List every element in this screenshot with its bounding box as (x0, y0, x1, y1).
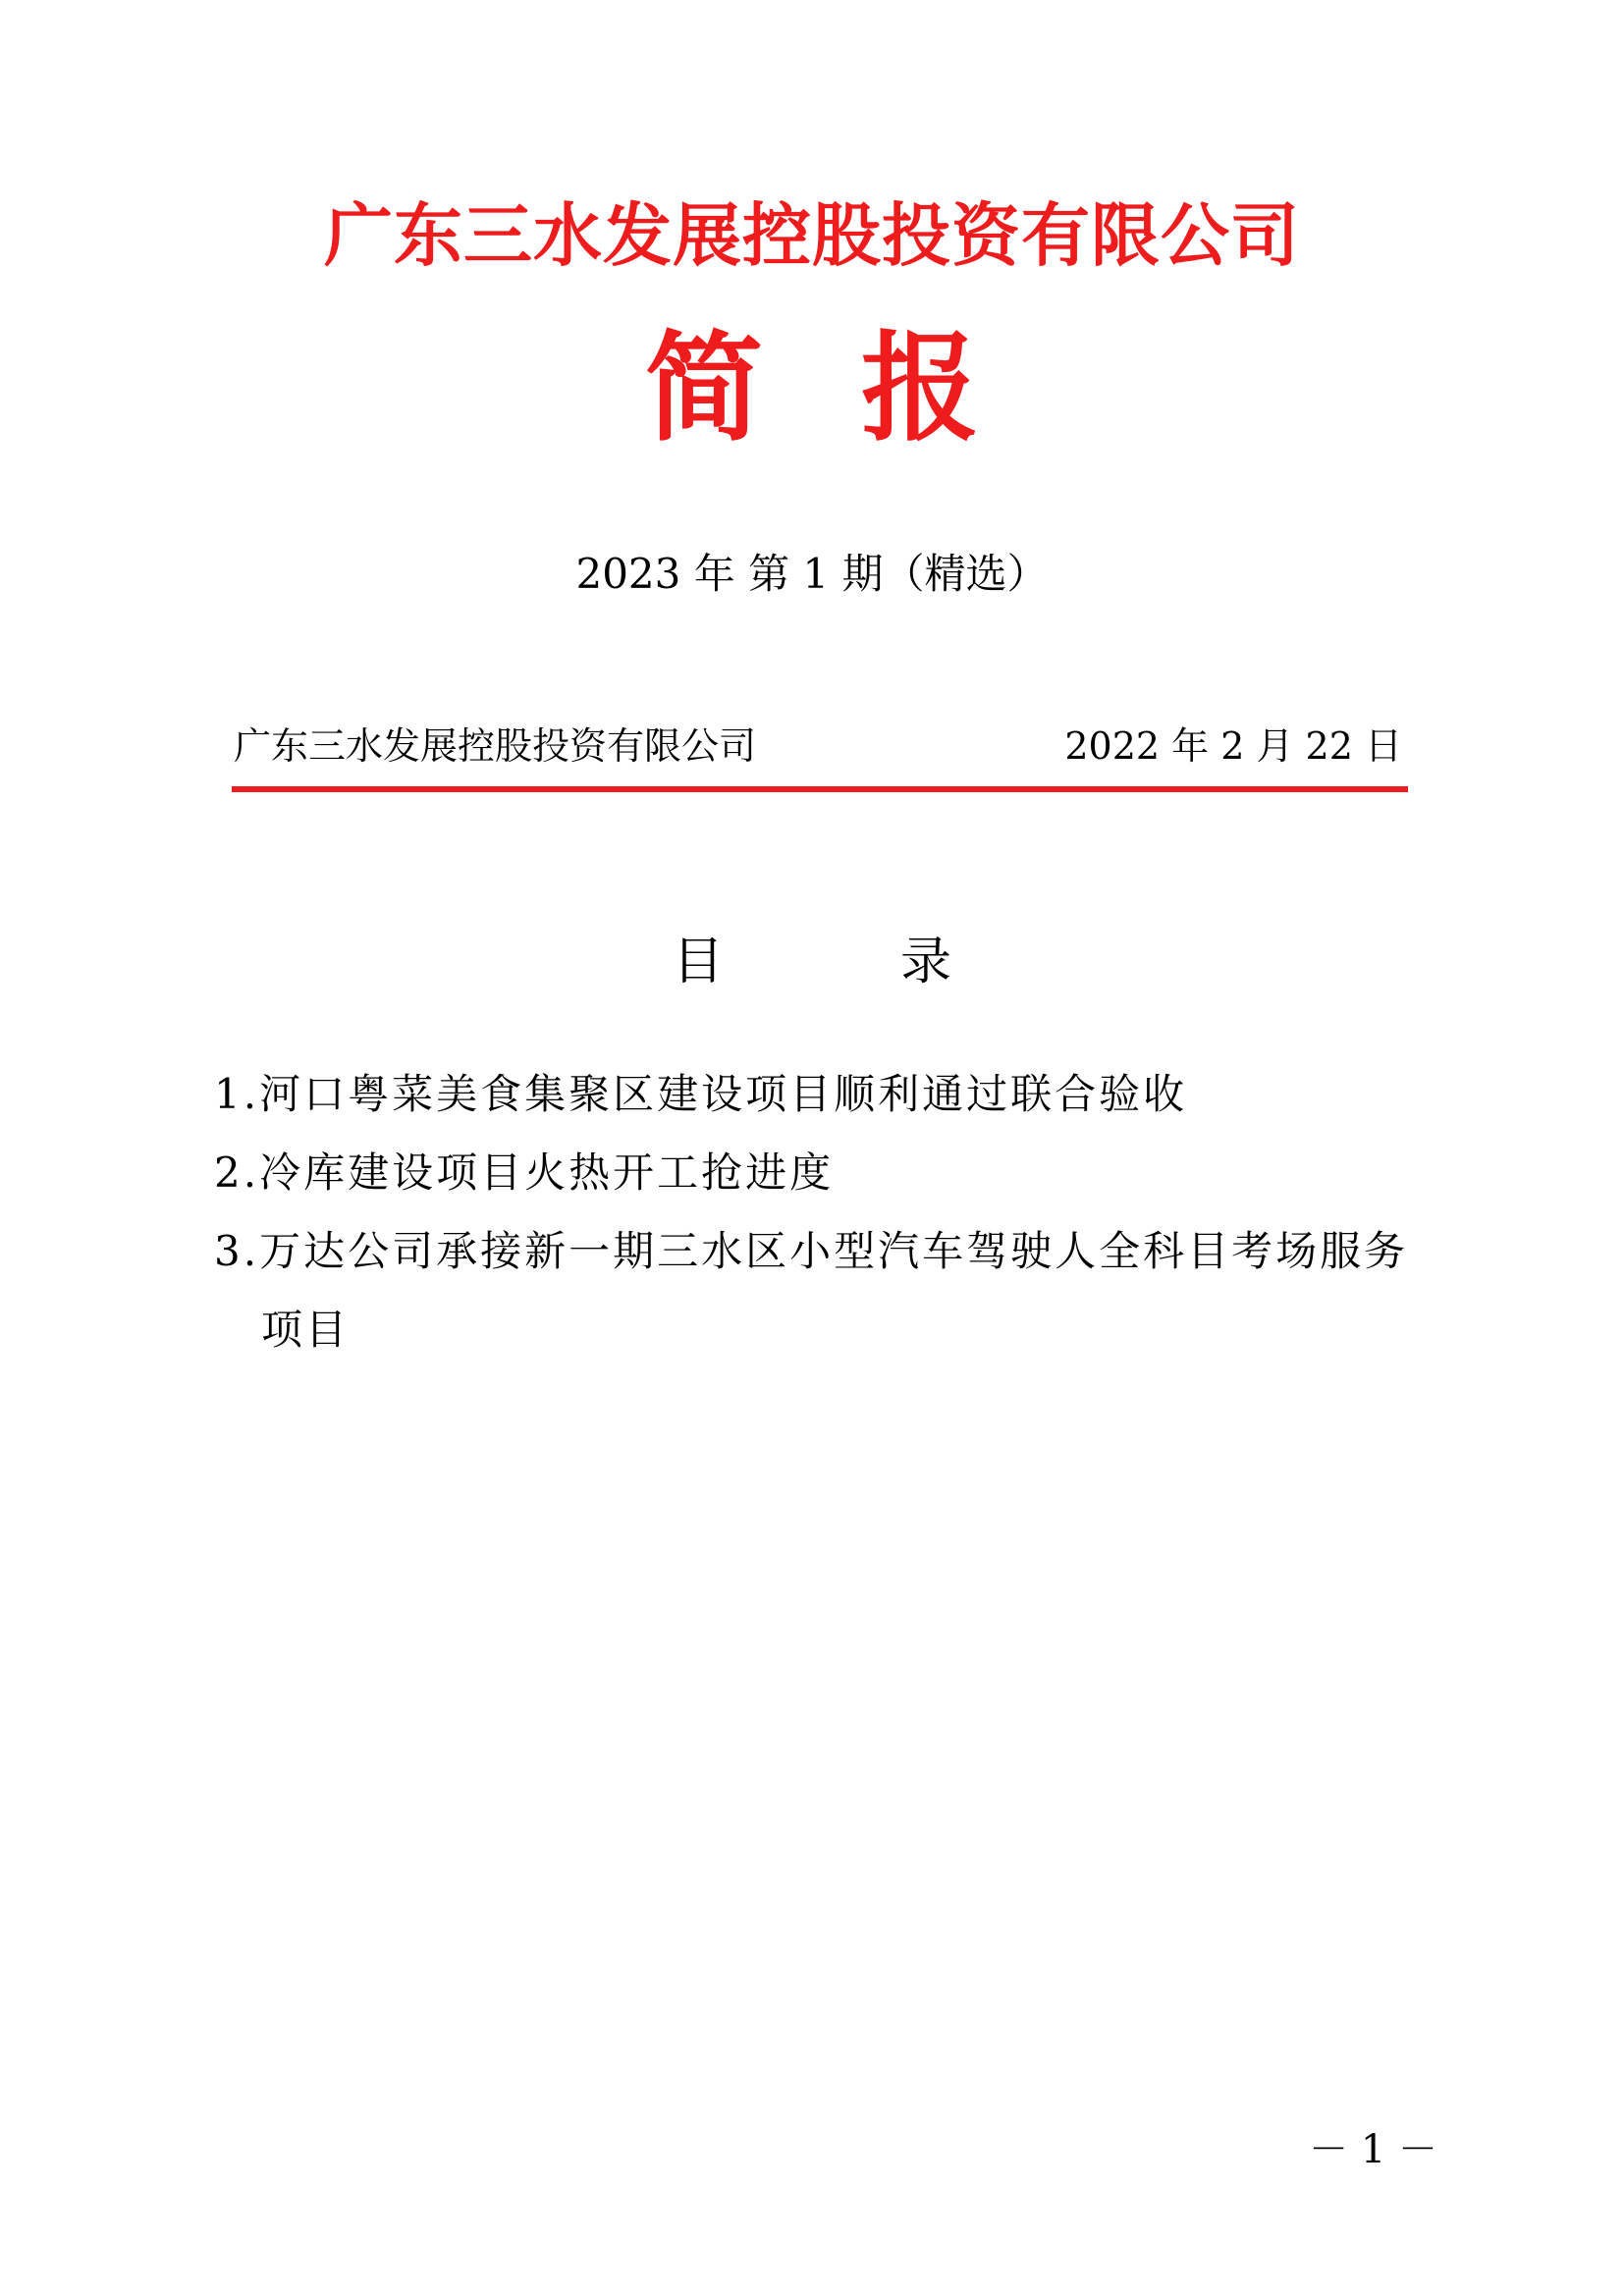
organization-title: 广东三水发展控股投资有限公司 (324, 195, 1300, 276)
toc-list (214, 1055, 1441, 1369)
red-divider-line (232, 786, 1408, 792)
toc-title: 目录 (672, 933, 1128, 991)
issue-date: 2022 年 2 月 22 日 (1064, 724, 1402, 768)
document-type-title: 简报 (645, 321, 1077, 457)
issue-number: 2023 年 第 1 期（精选） (575, 550, 1049, 598)
toc-item-1: 1.河口粤菜美食集聚区建设项目顺利通过联合验收 (214, 1070, 1188, 1118)
issuer-name: 广东三水发展控股投资有限公司 (234, 724, 757, 768)
toc-item-3: 3.万达公司承接新一期三水区小型汽车驾驶人全科目考场服务项目 (214, 1227, 1409, 1354)
page-number: － 1 － (1309, 2127, 1437, 2172)
toc-item-2: 2.冷库建设项目火热开工抢进度 (214, 1148, 835, 1197)
